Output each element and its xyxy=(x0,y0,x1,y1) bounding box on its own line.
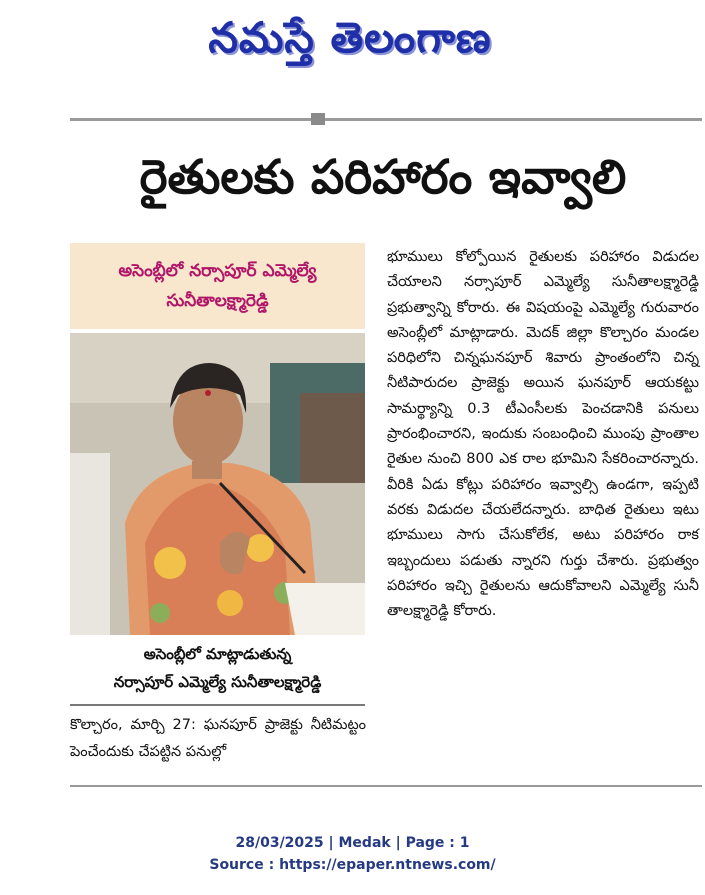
caption-line-2: నర్సాపూర్ ఎమ్మెల్యే సునీతాలక్ష్మారెడ్డి xyxy=(113,673,322,691)
article-body-right-column: భూములు కోల్పోయిన రైతులకు పరిహారం విడుదల చేయాలని నర్సాపూర్ ఎమ్మెల్యే సునీతాలక్ష్మారెడ్డి ప్రభుత్వాన్ని కోరారు. ఈ విషయంపై ఎమ్మెల్యే గురువారం అసెంబ్లీలో మాట్లాడారు. మెదక్ జిల్లా కొల్చారం మండల పరిధిలోని చిన్నఘనపూర్ శివారు ప్రాంతంలోని చిన్న నీటిపారుదల ప్రాజెక్టు అయిన ఘనపూర్ ఆయకట్టు సామర్థ్యాన్ని 0.3 టీఎంసీలకు పెంచడానికి పనులు ప్రారంభించారని, ఇందుకు సంబంధించి ముంపు ప్రాంతాల రైతుల నుంచి 800 ఎక రాల భూమిని సేకరించారన్నారు. వీరికి ఏడు కోట్లు పరిహారం ఇవ్వాల్సి ఉండగా, ఇప్పటి వరకు విడుదల చేయలేదన్నారు. బాధిత రైతులు ఇటు భూములు సాగు చేసుకోలేక, అటు పరిహారం రాక ఇబ్బందులు పడుతు న్నారని గుర్తు చేశారు. ప్రభుత్వం పరిహారం ఇచ్చి రైతులను ఆదుకోవాలని ఎమ్మెల్యే సునీ తాలక్ష్మారెడ్డి కోరారు. xyxy=(387,249,699,620)
kicker-line-1: అసెంబ్లీలో నర్సాపూర్ ఎమ్మెల్యే xyxy=(118,261,317,281)
article-kicker xyxy=(70,243,365,329)
footer-date-line: 28/03/2025 | Medak | Page : 1 xyxy=(235,835,470,851)
footer-source-link[interactable]: Source : https://epaper.ntnews.com/ xyxy=(209,857,496,873)
photo-caption xyxy=(70,640,365,702)
person-speaking-photo xyxy=(70,333,365,635)
article-body-left-column: కొల్చారం, మార్చి 27: ఘనపూర్ ప్రాజెక్టు నీటిమట్టం పెంచేందుకు చేపట్టిన పనుల్లో xyxy=(70,717,366,760)
newspaper-masthead: నమస్తే తెలంగాణ xyxy=(208,13,492,62)
bottom-divider xyxy=(70,785,702,787)
article-headline: రైతులకు పరిహారం ఇవ్వాలి xyxy=(139,150,627,205)
caption-line-1: అసెంబ్లీలో మాట్లాడుతున్న xyxy=(143,645,292,663)
caption-divider xyxy=(70,704,365,706)
kicker-line-2: సునీతాలక్ష్మారెడ్డి xyxy=(166,291,269,311)
page-footer xyxy=(0,832,705,876)
top-divider xyxy=(70,118,702,121)
article-photo xyxy=(70,333,365,635)
divider-marker xyxy=(311,113,325,125)
